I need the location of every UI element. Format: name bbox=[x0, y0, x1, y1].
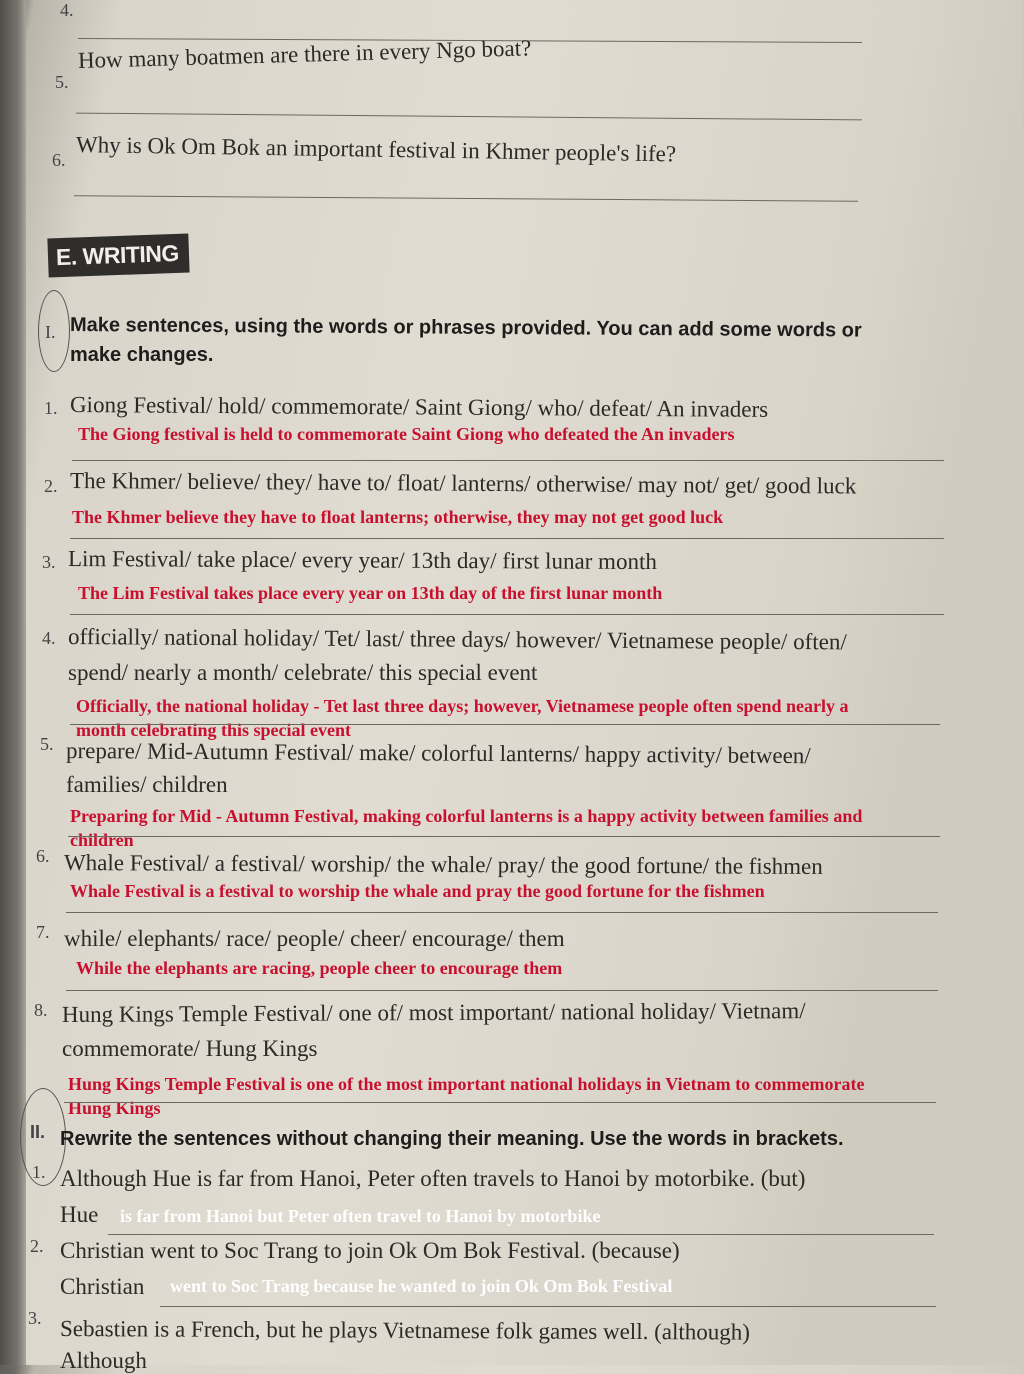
item2-number: 2. bbox=[44, 476, 58, 496]
item2-prompt: The Khmer/ believe/ they/ have to/ float/ lanterns/ otherwise/ may not/ get/ good luck bbox=[69, 468, 857, 499]
item3-answer: The Lim Festival takes place every year on 13th day of the first lunar month bbox=[78, 583, 663, 603]
item6-number: 6. bbox=[36, 846, 50, 866]
part2-item1-answer: is far from Hanoi but Peter often travel to Hanoi by motorbike bbox=[120, 1206, 601, 1226]
answer-line-q5 bbox=[76, 113, 862, 121]
part2-instruction: Rewrite the sentences without changing their meaning. Use the words in brackets. bbox=[60, 1128, 844, 1150]
item8-answer-line1: Hung Kings Temple Festival is one of the most important national holidays in Vietnam to commemorate bbox=[68, 1074, 865, 1094]
question-6-number: 6. bbox=[52, 150, 66, 170]
part1-instruction-line1: Make sentences, using the words or phrases provided. You can add some words or bbox=[69, 314, 862, 342]
part2-item2-answer-line bbox=[160, 1306, 936, 1307]
item4-prompt-line2: spend/ nearly a month/ celebrate/ this special event bbox=[68, 660, 538, 685]
question-5-number: 5. bbox=[55, 72, 69, 92]
item6-prompt: Whale Festival/ a festival/ worship/ the whale/ pray/ the good fortune/ the fishmen bbox=[63, 850, 823, 879]
item4-number: 4. bbox=[42, 628, 56, 648]
item5-answer-line2: children bbox=[70, 830, 134, 850]
item3-prompt: Lim Festival/ take place/ every year/ 13th day/ first lunar month bbox=[67, 546, 657, 575]
part2-item1-answer-line bbox=[108, 1234, 934, 1235]
part2-item3-start: Although bbox=[60, 1348, 147, 1373]
item1-answer-line bbox=[72, 460, 944, 461]
item8-prompt-line2: commemorate/ Hung Kings bbox=[62, 1036, 318, 1061]
part1-instruction-line2: make changes. bbox=[70, 344, 214, 366]
item1-answer: The Giong festival is held to commemorate Saint Giong who defeated the An invaders bbox=[78, 424, 735, 444]
item5-prompt-line2: families/ children bbox=[66, 772, 228, 797]
item6-answer: Whale Festival is a festival to worship the whale and pray the good fortune for the fishmen bbox=[70, 881, 765, 901]
part2-item2-answer: went to Soc Trang because he wanted to join Ok Om Bok Festival bbox=[170, 1276, 673, 1296]
part2-item3-sentence: Sebastien is a French, but he plays Vietnamese folk games well. (although) bbox=[59, 1316, 751, 1345]
part2-number: II. bbox=[30, 1122, 46, 1142]
item5-prompt-line1: prepare/ Mid-Autumn Festival/ make/ colorful lanterns/ happy activity/ between/ bbox=[65, 738, 811, 769]
part2-item1-sentence: Although Hue is far from Hanoi, Peter often travels to Hanoi by motorbike. (but) bbox=[60, 1166, 806, 1191]
item8-answer-line2: Hung Kings bbox=[68, 1098, 161, 1118]
part2-item2-number: 2. bbox=[30, 1236, 44, 1256]
question-4-number: 4. bbox=[60, 0, 74, 20]
part1-number: I. bbox=[45, 322, 56, 342]
item4-prompt-line1: officially/ national holiday/ Tet/ last/ three days/ however/ Vietnamese people/ often/ bbox=[67, 624, 847, 655]
question-5-text: How many boatmen are there in every Ngo boat? bbox=[77, 35, 532, 73]
item8-answer-line bbox=[64, 1102, 936, 1103]
item8-number: 8. bbox=[34, 1000, 48, 1020]
question-6-text: Why is Ok Om Bok an important festival in Khmer people's life? bbox=[75, 132, 677, 167]
item7-answer: While the elephants are racing, people cheer to encourage them bbox=[76, 958, 563, 978]
item4-answer-line bbox=[70, 724, 940, 725]
item1-number: 1. bbox=[44, 398, 58, 418]
item1-prompt: Giong Festival/ hold/ commemorate/ Saint Giong/ who/ defeat/ An invaders bbox=[69, 392, 769, 422]
item5-answer-line1: Preparing for Mid - Autumn Festival, making colorful lanterns is a happy activity between families and bbox=[70, 806, 863, 826]
item3-number: 3. bbox=[42, 552, 56, 572]
item8-prompt-line1: Hung Kings Temple Festival/ one of/ most important/ national holiday/ Vietnam/ bbox=[61, 998, 806, 1027]
item6-answer-line bbox=[66, 912, 938, 913]
section-title-writing: E. WRITING bbox=[47, 234, 189, 278]
item7-prompt: while/ elephants/ race/ people/ cheer/ encourage/ them bbox=[64, 926, 565, 951]
answer-line-q6 bbox=[74, 195, 858, 201]
part2-item3-number: 3. bbox=[28, 1308, 42, 1328]
part2-item2-sentence: Christian went to Soc Trang to join Ok Om Bok Festival. (because) bbox=[60, 1238, 680, 1263]
item4-answer-line1: Officially, the national holiday - Tet last three days; however, Vietnamese people often spend nearly a bbox=[76, 696, 849, 716]
item4-answer-line2: month celebrating this special event bbox=[76, 720, 351, 740]
item2-answer-line bbox=[70, 538, 944, 539]
item5-number: 5. bbox=[40, 734, 54, 754]
item5-answer-line bbox=[68, 836, 940, 837]
part2-item1-number: 1. bbox=[32, 1162, 46, 1182]
part2-item1-start: Hue bbox=[60, 1202, 99, 1227]
item7-answer-line bbox=[66, 990, 938, 991]
item7-number: 7. bbox=[36, 922, 50, 942]
item3-answer-line bbox=[70, 614, 944, 615]
part2-item2-start: Christian bbox=[60, 1274, 145, 1299]
item2-answer: The Khmer believe they have to float lanterns; otherwise, they may not get good luck bbox=[72, 507, 724, 527]
